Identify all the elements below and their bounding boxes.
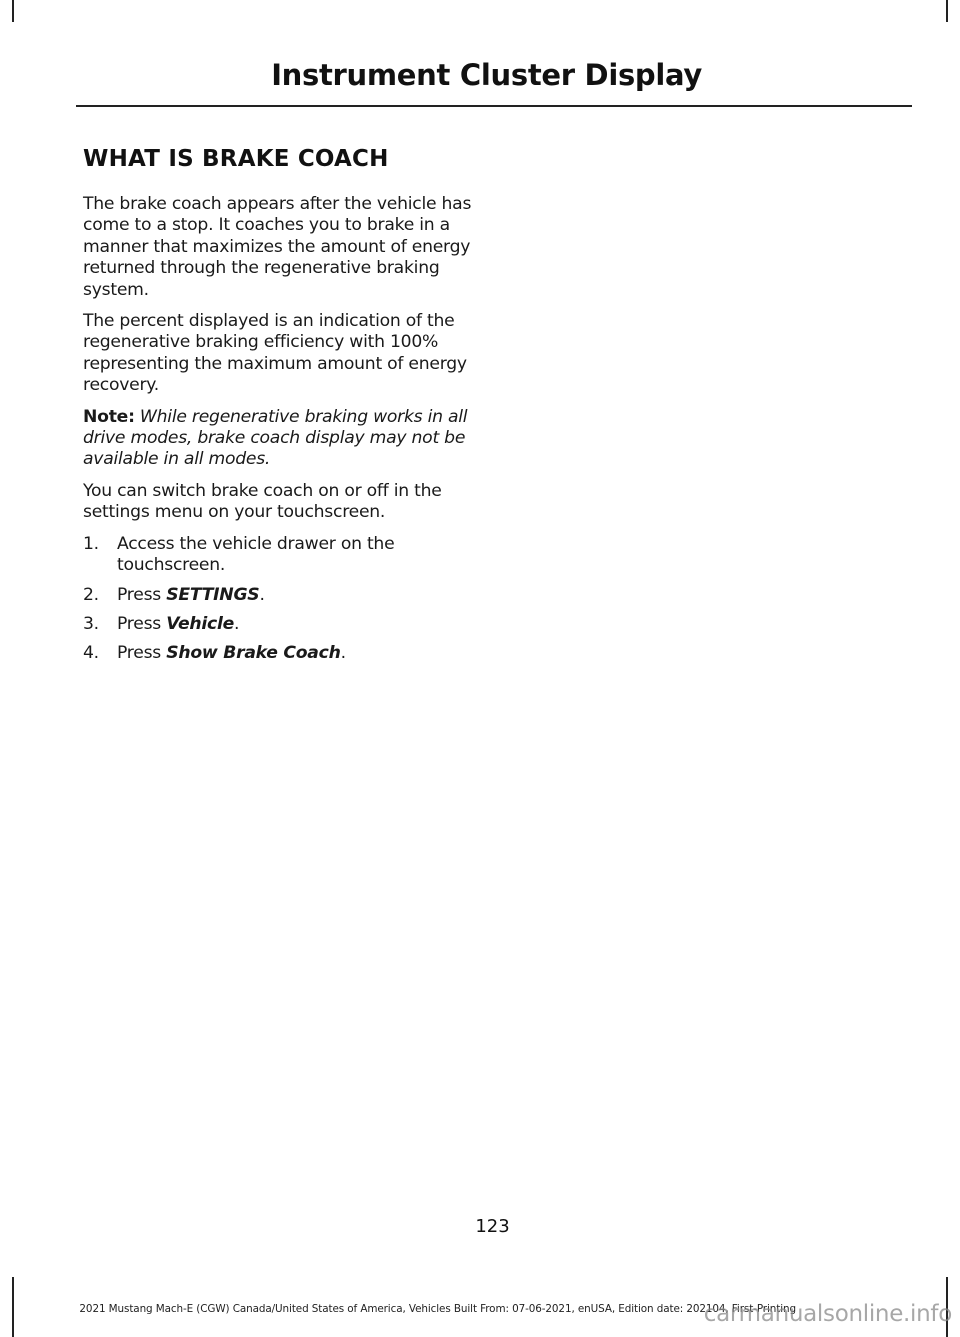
- main-content: [83, 146, 478, 673]
- settings-menu-label: SETTINGS: [166, 584, 260, 605]
- step-suffix: .: [234, 613, 240, 634]
- crop-mark-top-right: [946, 0, 948, 22]
- step-number: 4.: [83, 643, 99, 664]
- list-item: [83, 585, 478, 606]
- watermark: carmanualsonline.info: [703, 1301, 952, 1327]
- step-prefix: Press: [117, 613, 167, 634]
- step-suffix: .: [340, 643, 346, 664]
- running-header-title: Instrument Cluster Display: [271, 58, 702, 92]
- section-heading: WHAT IS BRAKE COACH: [83, 146, 389, 172]
- step-text: [117, 614, 478, 635]
- step-prefix: Press: [117, 643, 167, 664]
- step-text: Access the vehicle drawer on the touchscreen.: [117, 533, 395, 576]
- paragraph: The brake coach appears after the vehicle has come to a stop. It coaches you to brake in a manner that maximizes the amount of energy returned through the regenerative braking system.: [83, 194, 472, 300]
- paragraph: You can switch brake coach on or off in the settings menu on your touchscreen.: [83, 480, 442, 523]
- step-suffix: .: [259, 584, 265, 605]
- crop-mark-top-left: [12, 0, 14, 22]
- paragraph: The percent displayed is an indication of the regenerative braking efficiency with 100% representing the maximum amount of energy recovery.: [83, 311, 467, 396]
- note-text: While regenerative braking works in all drive modes, brake coach display may not be available in all modes.: [83, 406, 468, 470]
- page-number: 123: [475, 1216, 510, 1237]
- list-item: [83, 534, 478, 577]
- list-item: [83, 643, 478, 664]
- list-item: [83, 614, 478, 635]
- step-text: [117, 585, 478, 606]
- step-prefix: Press: [117, 584, 167, 605]
- steps-list: [83, 534, 478, 665]
- edition-footer: 2021 Mustang Mach-E (CGW) Canada/United States of America, Vehicles Built From: 07-06-2021, enUSA, Edition date: 202104, First-Printing: [79, 1303, 796, 1315]
- header-divider: [76, 105, 912, 107]
- step-number: 1.: [83, 533, 99, 554]
- show-brake-coach-label: Show Brake Coach: [166, 643, 341, 664]
- step-number: 2.: [83, 584, 99, 605]
- note-label: Note:: [83, 406, 135, 427]
- step-text: [117, 643, 478, 664]
- step-number: 3.: [83, 613, 99, 634]
- vehicle-menu-label: Vehicle: [166, 613, 235, 634]
- note: [83, 407, 478, 471]
